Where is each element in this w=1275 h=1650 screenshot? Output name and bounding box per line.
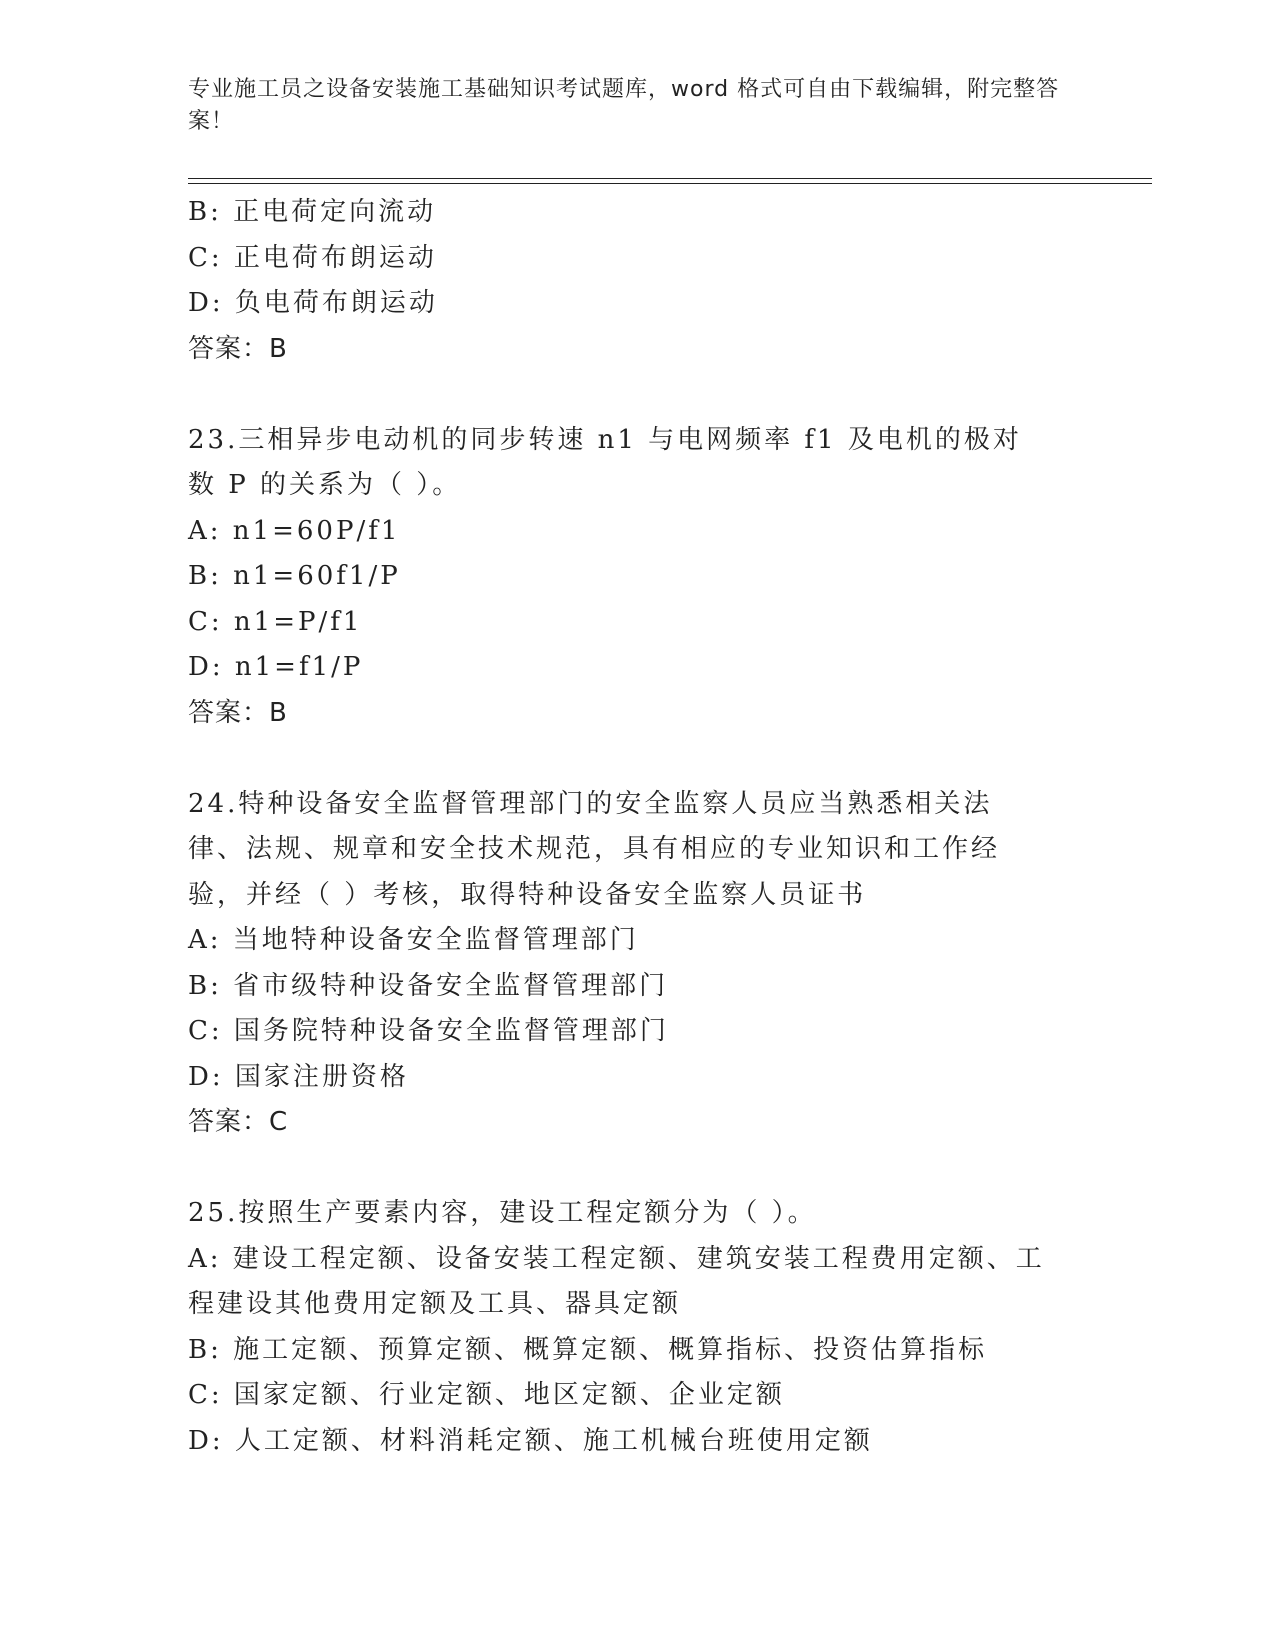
question-list [188, 190, 1068, 1464]
question-24 [188, 782, 1068, 1146]
option-d: D: 国家注册资格 [188, 1061, 409, 1092]
option-d: D: 负电荷布朗运动 [188, 288, 438, 318]
option-a: A: 建设工程定额、设备安装工程定额、建筑安装工程费用定额、工程建设其他费用定额及工具、器具定额 [188, 1243, 1045, 1319]
option-c: C: 国务院特种设备安全监督管理部门 [188, 1016, 669, 1046]
option-b: B: 省市级特种设备安全监督管理部门 [188, 970, 669, 1001]
option-d: D: 人工定额、材料消耗定额、施工机械台班使用定额 [188, 1425, 873, 1456]
document-header: 专业施工员之设备安装施工基础知识考试题库，word 格式可自由下载编辑，附完整答案！ [188, 77, 1060, 134]
option-a: A: 当地特种设备安全监督管理部门 [188, 925, 639, 955]
question-23 [188, 418, 1068, 737]
question-stem: 23.三相异步电动机的同步转速 n1 与电网频率 f1 及电机的极对数 P 的关系为（ ）。 [188, 424, 1022, 500]
question-25 [188, 1191, 1068, 1464]
option-b: B: n1=60f1/P [188, 561, 401, 591]
option-a: A: n1=60P/f1 [188, 515, 401, 546]
option-c: C: 国家定额、行业定额、地区定额、企业定额 [188, 1380, 785, 1410]
question-22-tail [188, 190, 1068, 372]
option-c: C: n1=P/f1 [188, 606, 363, 637]
question-stem: 24.特种设备安全监督管理部门的安全监察人员应当熟悉相关法律、法规、规章和安全技术规范，具有相应的专业知识和工作经验，并经（ ）考核，取得特种设备安全监察人员证书 [188, 788, 1001, 910]
option-c: C: 正电荷布朗运动 [188, 242, 437, 273]
header-rule-bottom [188, 183, 1152, 184]
header-rule-top [188, 178, 1152, 179]
answer: 答案：C [188, 1107, 289, 1137]
answer: 答案：B [188, 333, 288, 364]
option-b: B: 正电荷定向流动 [188, 197, 437, 227]
option-d: D: n1=f1/P [188, 652, 364, 682]
option-b: B: 施工定额、预算定额、概算定额、概算指标、投资估算指标 [188, 1334, 988, 1365]
question-stem: 25.按照生产要素内容，建设工程定额分为（ ）。 [188, 1198, 817, 1228]
answer: 答案：B [188, 697, 288, 728]
